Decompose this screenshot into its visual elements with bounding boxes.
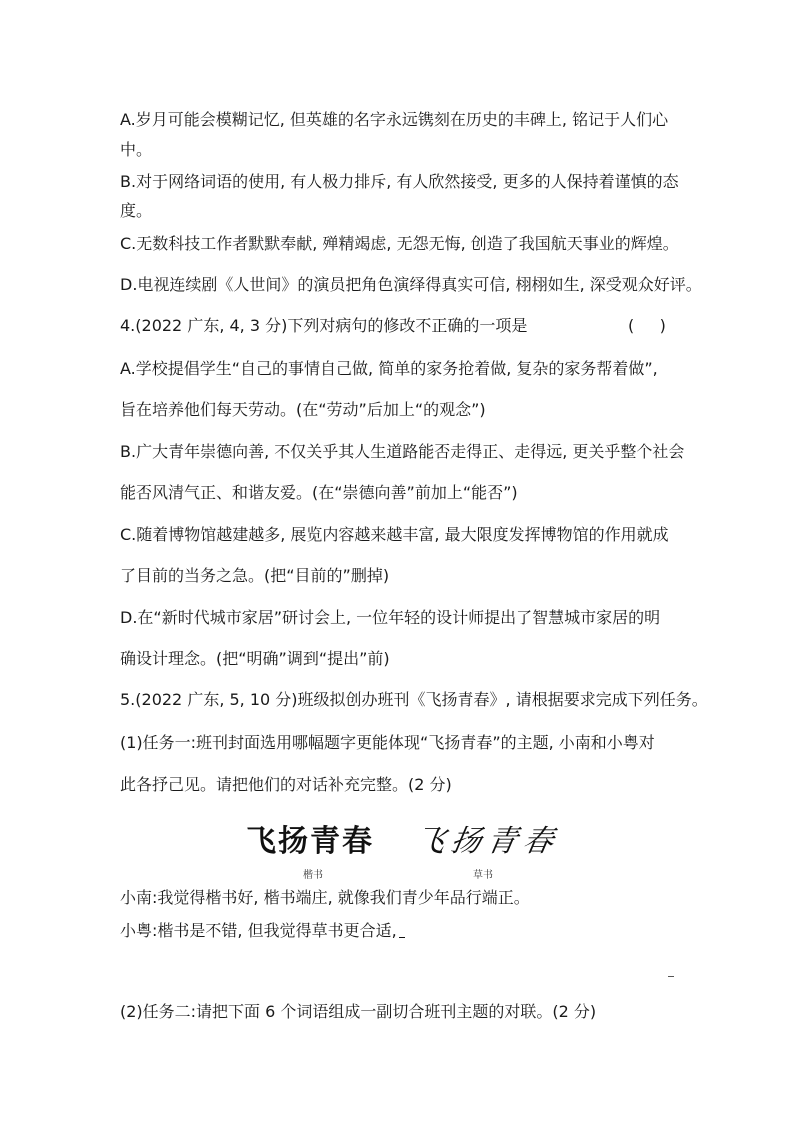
- question-5-stem: 5.(2022 广东, 5, 10 分)班级拟创办班刊《飞扬青春》, 请根据要求完成下列任务。: [120, 690, 708, 709]
- question-4-option-d-line-2: 确设计理念。(把“明确”调到“提出”前): [120, 649, 390, 668]
- question-3-option-d: D.电视连续剧《人世间》的演员把角色演绎得真实可信, 栩栩如生, 深受观众好评。: [120, 275, 702, 294]
- calligraphy-kaishu: 飞扬青春: [246, 824, 374, 859]
- question-4-option-d-line-1: D.在“新时代城市家居”研讨会上, 一位年轻的设计师提出了智慧城市家居的明: [120, 608, 661, 627]
- question-4-option-c-line-2: 了目前的当务之急。(把“目前的”删掉): [120, 566, 390, 585]
- question-4-option-b-line-2: 能否风清气正、和谐友爱。(在“崇德向善”前加上“能否”): [120, 483, 518, 502]
- question-4-option-a-line-1: A.学校提倡学生“自己的事情自己做, 简单的家务抢着做, 复杂的家务帮着做”,: [120, 359, 658, 378]
- answer-line-end: [668, 976, 674, 977]
- task-2: (2)任务二:请把下面 6 个词语组成一副切合班刊主题的对联。(2 分): [120, 1002, 597, 1021]
- question-3-option-b-line-1: B.对于网络词语的使用, 有人极力排斥, 有人欣然接受, 更多的人保持着谨慎的态: [120, 172, 679, 191]
- caption-kaishu: 楷书: [303, 870, 323, 881]
- answer-blank[interactable]: [399, 923, 405, 938]
- task-1-line-2: 此各抒己见。请把他们的对话补充完整。(2 分): [120, 775, 452, 794]
- question-4-option-c-line-1: C.随着博物馆越建越多, 展览内容越来越丰富, 最大限度发挥博物馆的作用就成: [120, 525, 669, 544]
- question-4-option-a-line-2: 旨在培养他们每天劳动。(在“劳动”后加上“的观念”): [120, 400, 486, 419]
- dialogue-xiaonan: 小南:我觉得楷书好, 楷书端庄, 就像我们青少年品行端正。: [120, 888, 530, 907]
- task-1-line-1: (1)任务一:班刊封面选用哪幅题字更能体现“飞扬青春”的主题, 小南和小粤对: [120, 733, 655, 752]
- caption-caoshu: 草书: [473, 870, 493, 881]
- question-3-option-b-line-2: 度。: [120, 201, 153, 220]
- question-3-option-a-line-2: 中。: [120, 140, 153, 159]
- question-3-option-c: C.无数科技工作者默默奉献, 殚精竭虑, 无怨无悔, 创造了我国航天事业的辉煌。: [120, 234, 679, 253]
- question-4-stem: 4.(2022 广东, 4, 3 分)下列对病句的修改不正确的一项是: [120, 316, 528, 335]
- calligraphy-caoshu: 飞扬青春: [411, 824, 563, 859]
- dialogue-xiaoyue: [120, 921, 405, 941]
- question-4-option-b-line-1: B.广大青年崇德向善, 不仅关乎其人生道路能否走得正、走得远, 更关乎整个社会: [120, 442, 685, 461]
- question-3-option-a-line-1: A.岁月可能会模糊记忆, 但英雄的名字永远镌刻在历史的丰碑上, 铭记于人们心: [120, 110, 669, 129]
- question-4-answer-paren: ( ): [628, 316, 666, 335]
- dialogue-xiaoyue-text: 小粤:楷书是不错, 但我觉得草书更合适,: [120, 921, 397, 940]
